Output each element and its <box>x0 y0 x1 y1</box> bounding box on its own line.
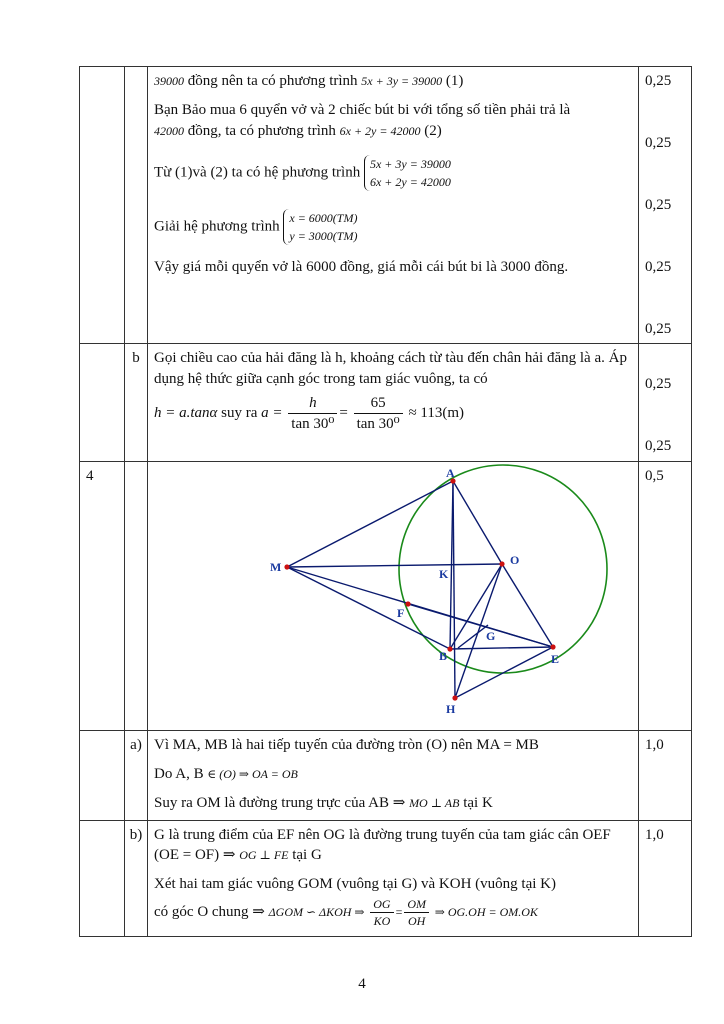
line-system: Từ (1)và (2) ta có hệ phương trình 5x + 3y = 39000 6x + 2y = 42000 <box>154 156 451 189</box>
geometry-figure <box>148 462 634 724</box>
label-f: F <box>397 605 405 620</box>
fraction: $\frac{OM}{OH}$ <box>404 896 429 929</box>
line-eq1: 39000 đồng nên ta có phương trình 5x + 3y = 39000 (1) <box>154 73 464 89</box>
equation-system: 5x + 3y = 39000 6x + 2y = 42000 <box>364 155 451 191</box>
score: 1,0 <box>639 730 692 820</box>
label-h: H <box>446 701 456 716</box>
cell-empty <box>80 67 125 344</box>
lighthouse-formula: h = a.tanα suy ra a = $\frac{h}{\text{tan 30⁰}}$ = $\frac{65}{\text{tan 30⁰}}$ ≈ 113(m) <box>154 393 632 435</box>
score: 0,5 <box>639 461 692 730</box>
cell-empty <box>125 461 148 730</box>
line-solution: Giải hệ phương trình x = 6000(TM) y = 3000(TM) <box>154 210 358 243</box>
answer-table <box>79 66 692 937</box>
cell-empty <box>80 820 125 936</box>
cell-content: G là trung điểm của EF nên OG là đường trung tuyến của tam giác cân OEF (OE = OF) ⇒ OG ⊥ FE tại G Xét hai tam giác vuông GOM (vuông tại G) và KOH (vuông tại K) có góc O chung ⇒ ΔGOM ∽ ΔKOH ⇒ $\frac{OG}{KO}$ = $\frac{OM}{OH}$ ⇒ OG.OH = OM.OK <box>148 820 639 936</box>
row-prev <box>80 67 692 344</box>
label-k: K <box>439 566 449 581</box>
cell-empty <box>80 344 125 461</box>
part-label: b) <box>125 820 148 936</box>
cell-empty <box>80 730 125 820</box>
cell-empty <box>125 67 148 344</box>
fraction: $\frac{h}{\text{tan 30⁰}}$ <box>288 393 337 435</box>
label-m: M <box>270 559 282 574</box>
label-g: G <box>486 628 496 643</box>
figure-labels <box>270 466 559 716</box>
cell-content <box>148 67 639 344</box>
line-eq2: Bạn Bảo mua 6 quyển vở và 2 chiếc bút bi với tổng số tiền phải trả là 42000 đồng, ta có phương trình 6x + 2y = 42000 (2) <box>154 102 571 139</box>
page-number: 4 <box>358 976 366 992</box>
label-a: A <box>446 465 455 480</box>
row-b <box>80 344 692 461</box>
cell-scores: 0,25 0,25 0,25 0,25 0,25 <box>639 67 692 344</box>
fraction: $\frac{OG}{KO}$ <box>370 896 393 929</box>
label-b: B <box>439 648 448 663</box>
question-number: 4 <box>80 461 125 730</box>
row-a <box>80 730 692 820</box>
cell-content: Gọi chiều cao của hải đăng là h, khoảng cách từ tàu đến chân hải đăng là a. Áp dụng hệ thức giữa cạnh góc trong tam giác vuông, ta có h = a.tanα suy ra a = $\frac{h}{\text{tan 30⁰}}$ = $\frac{65}{\text{tan 30⁰}}$ ≈ 113(m) <box>148 344 639 461</box>
solution-system: x = 6000(TM) y = 3000(TM) <box>283 209 357 245</box>
row-4 <box>80 461 692 730</box>
score: 1,0 <box>639 820 692 936</box>
row-b2 <box>80 820 692 936</box>
part-label: b <box>125 344 148 461</box>
fraction: $\frac{65}{\text{tan 30⁰}}$ <box>354 393 403 435</box>
cell-figure <box>148 461 639 730</box>
figure-lines <box>287 481 553 698</box>
label-e: E <box>551 651 560 666</box>
label-o: O <box>510 552 520 567</box>
circle-o <box>399 465 607 673</box>
part-label: a) <box>125 730 148 820</box>
cell-scores: 0,25 0,25 <box>639 344 692 461</box>
cell-content: Vì MA, MB là hai tiếp tuyến của đường tròn (O) nên MA = MB Do A, B ∈ (O) ⇒ OA = OB Suy ra OM là đường trung trực của AB ⇒ MO ⊥ AB tại K <box>148 730 639 820</box>
line-conclusion: Vậy giá mỗi quyển vở là 6000 đồng, giá mỗi cái bút bi là 3000 đồng. <box>154 258 569 275</box>
